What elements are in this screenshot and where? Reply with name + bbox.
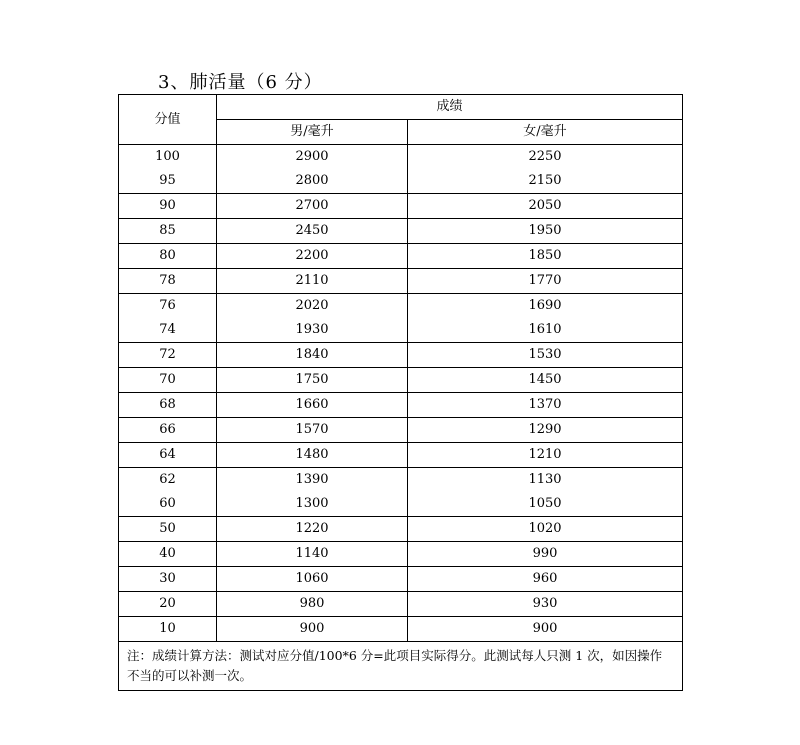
score-cell: 64 <box>119 443 217 468</box>
score-cell: 70 <box>119 368 217 393</box>
female-cell: 1020 <box>408 517 683 542</box>
score-header: 分值 <box>119 95 217 145</box>
table-row <box>119 219 683 244</box>
table-row <box>119 542 683 567</box>
female-cell: 2250 <box>408 145 683 170</box>
table-row <box>119 244 683 269</box>
table-row <box>119 418 683 443</box>
male-cell: 1570 <box>217 418 408 443</box>
score-cell: 100 <box>119 145 217 170</box>
score-cell: 60 <box>119 492 217 517</box>
score-cell: 10 <box>119 617 217 642</box>
male-cell: 1140 <box>217 542 408 567</box>
female-cell: 960 <box>408 567 683 592</box>
female-cell: 1950 <box>408 219 683 244</box>
score-cell: 66 <box>119 418 217 443</box>
score-cell: 72 <box>119 343 217 368</box>
score-cell: 62 <box>119 468 217 493</box>
male-cell: 2110 <box>217 269 408 294</box>
vital-capacity-score-table <box>118 94 683 691</box>
female-cell: 1130 <box>408 468 683 493</box>
table-row <box>119 294 683 319</box>
table-row <box>119 194 683 219</box>
female-cell: 1850 <box>408 244 683 269</box>
note-row <box>119 642 683 691</box>
score-cell: 40 <box>119 542 217 567</box>
female-cell: 990 <box>408 542 683 567</box>
header-row <box>119 95 683 120</box>
table-row <box>119 393 683 418</box>
table-row <box>119 517 683 542</box>
male-cell: 1660 <box>217 393 408 418</box>
female-cell: 1050 <box>408 492 683 517</box>
table-row <box>119 492 683 517</box>
score-cell: 85 <box>119 219 217 244</box>
female-cell: 1770 <box>408 269 683 294</box>
table-row <box>119 169 683 194</box>
table-row <box>119 343 683 368</box>
male-cell: 1840 <box>217 343 408 368</box>
male-cell: 980 <box>217 592 408 617</box>
male-cell: 1300 <box>217 492 408 517</box>
score-cell: 74 <box>119 318 217 343</box>
table-row <box>119 145 683 170</box>
female-cell: 930 <box>408 592 683 617</box>
score-cell: 68 <box>119 393 217 418</box>
male-cell: 2200 <box>217 244 408 269</box>
male-cell: 2450 <box>217 219 408 244</box>
score-cell: 76 <box>119 294 217 319</box>
table-row <box>119 368 683 393</box>
female-cell: 2050 <box>408 194 683 219</box>
score-cell: 80 <box>119 244 217 269</box>
score-cell: 90 <box>119 194 217 219</box>
table-row <box>119 567 683 592</box>
female-cell: 1370 <box>408 393 683 418</box>
male-cell: 2900 <box>217 145 408 170</box>
score-cell: 50 <box>119 517 217 542</box>
male-cell: 2700 <box>217 194 408 219</box>
female-cell: 1450 <box>408 368 683 393</box>
male-cell: 2800 <box>217 169 408 194</box>
male-cell: 1480 <box>217 443 408 468</box>
male-cell: 1750 <box>217 368 408 393</box>
female-cell: 900 <box>408 617 683 642</box>
table-row <box>119 443 683 468</box>
male-cell: 1390 <box>217 468 408 493</box>
table-row <box>119 592 683 617</box>
section-title: 3、肺活量（6 分） <box>158 72 323 93</box>
female-cell: 1610 <box>408 318 683 343</box>
female-cell: 2150 <box>408 169 683 194</box>
table-row <box>119 318 683 343</box>
male-cell: 900 <box>217 617 408 642</box>
male-cell: 2020 <box>217 294 408 319</box>
table-row <box>119 617 683 642</box>
score-cell: 95 <box>119 169 217 194</box>
female-cell: 1530 <box>408 343 683 368</box>
score-cell: 20 <box>119 592 217 617</box>
result-header: 成绩 <box>217 95 683 120</box>
score-cell: 30 <box>119 567 217 592</box>
female-cell: 1210 <box>408 443 683 468</box>
female-cell: 1690 <box>408 294 683 319</box>
table-row <box>119 468 683 493</box>
note-text: 注：成绩计算方法：测试对应分值/100*6 分=此项目实际得分。此测试每人只测 1 次，如因操作不当的可以补测一次。 <box>119 642 683 691</box>
male-cell: 1220 <box>217 517 408 542</box>
male-header: 男/毫升 <box>217 120 408 145</box>
female-header: 女/毫升 <box>408 120 683 145</box>
male-cell: 1930 <box>217 318 408 343</box>
female-cell: 1290 <box>408 418 683 443</box>
male-cell: 1060 <box>217 567 408 592</box>
table-row <box>119 269 683 294</box>
score-cell: 78 <box>119 269 217 294</box>
